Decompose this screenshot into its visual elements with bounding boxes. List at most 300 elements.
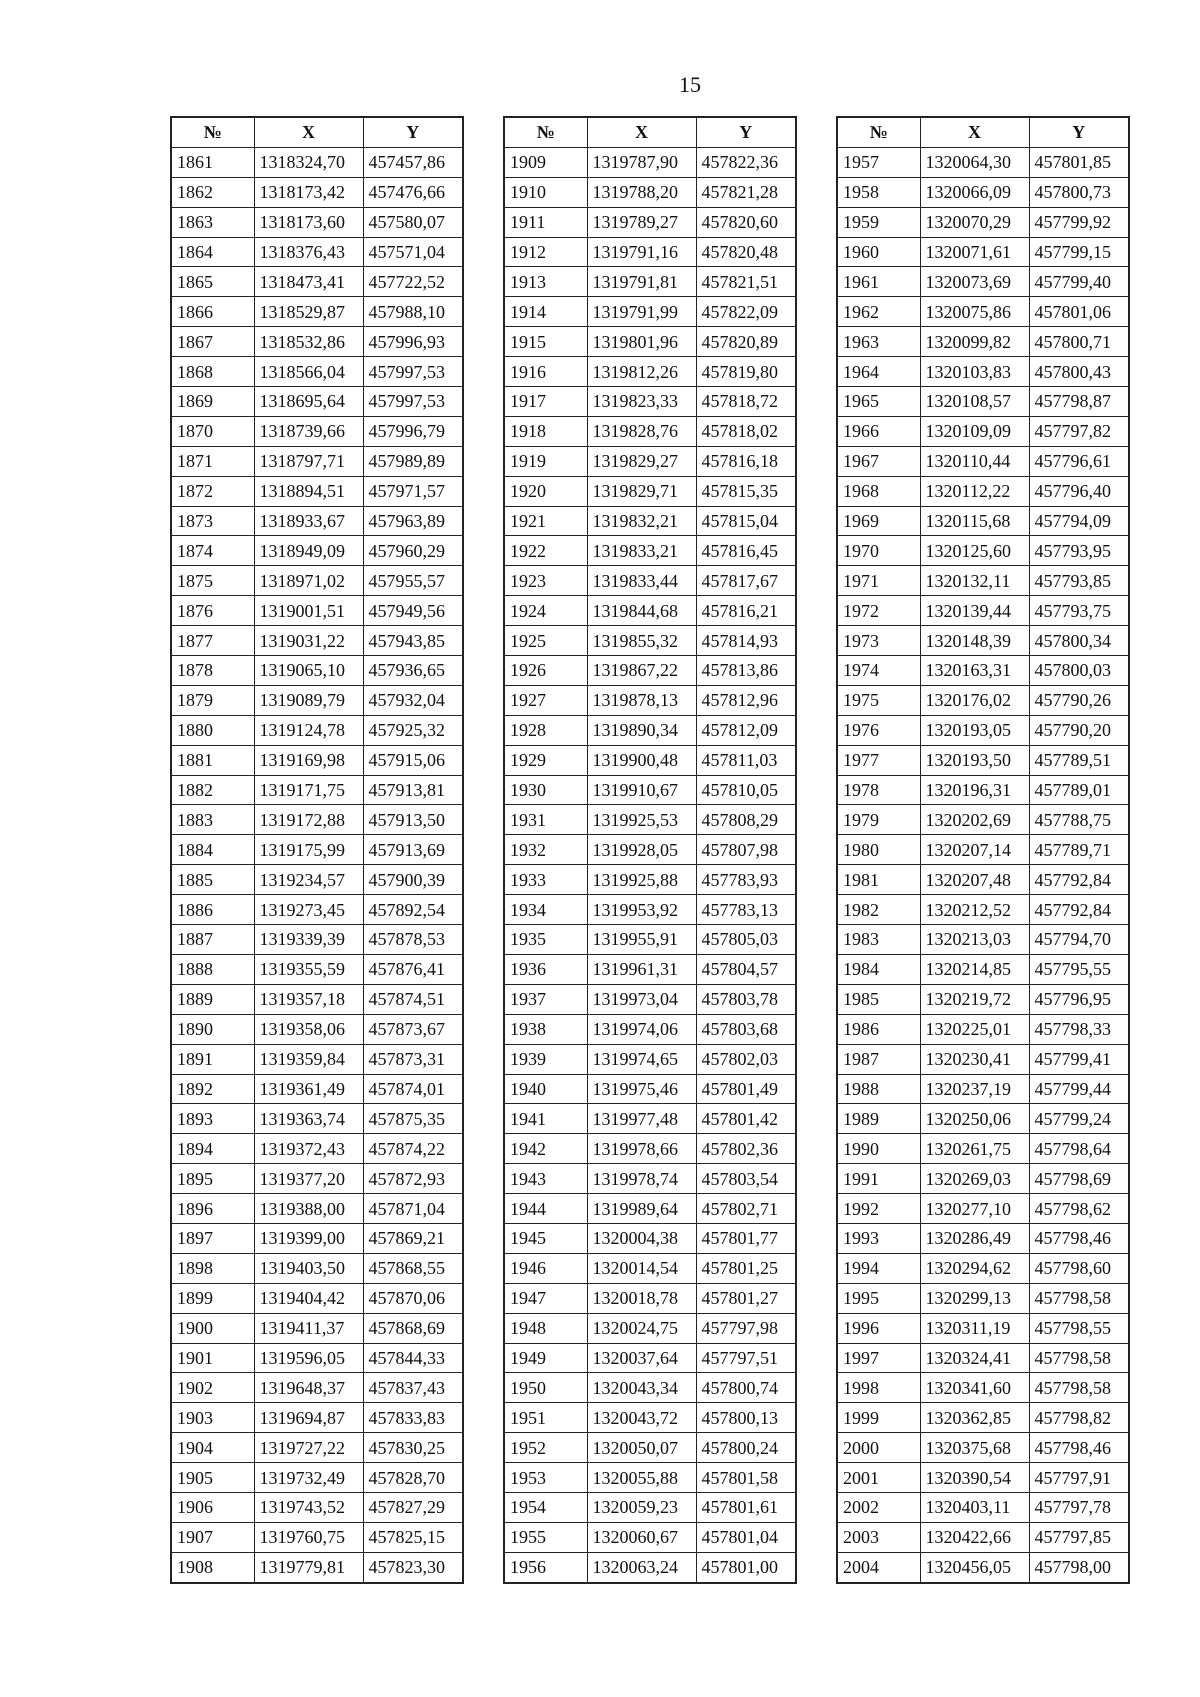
- point-number-cell: 1898: [171, 1253, 254, 1283]
- table-row: [171, 297, 463, 327]
- table-row: [837, 506, 1129, 536]
- point-number-cell: 1905: [171, 1463, 254, 1493]
- x-coordinate-cell: 1320018,78: [587, 1283, 696, 1313]
- y-coordinate-cell: 457873,31: [363, 1044, 463, 1074]
- x-coordinate-cell: 1320196,31: [920, 775, 1029, 805]
- x-coordinate-cell: 1319403,50: [254, 1253, 363, 1283]
- y-coordinate-cell: 457815,35: [696, 476, 796, 506]
- x-coordinate-cell: 1319361,49: [254, 1074, 363, 1104]
- table-row: [504, 147, 796, 177]
- point-number-cell: 1989: [837, 1104, 920, 1134]
- y-coordinate-cell: 457800,13: [696, 1403, 796, 1433]
- point-number-cell: 1907: [171, 1522, 254, 1552]
- y-coordinate-cell: 457799,40: [1029, 267, 1129, 297]
- x-coordinate-cell: 1318173,60: [254, 207, 363, 237]
- y-coordinate-cell: 457971,57: [363, 476, 463, 506]
- x-coordinate-cell: 1319357,18: [254, 984, 363, 1014]
- point-number-cell: 1950: [504, 1373, 587, 1403]
- point-number-cell: 1949: [504, 1343, 587, 1373]
- table-row: [171, 656, 463, 686]
- x-coordinate-cell: 1318529,87: [254, 297, 363, 327]
- x-coordinate-cell: 1319833,21: [587, 536, 696, 566]
- x-coordinate-cell: 1320390,54: [920, 1463, 1029, 1493]
- table-row: [171, 416, 463, 446]
- x-coordinate-cell: 1320163,31: [920, 656, 1029, 686]
- table-row: [171, 327, 463, 357]
- point-number-cell: 1938: [504, 1014, 587, 1044]
- table-row: [504, 1074, 796, 1104]
- x-coordinate-cell: 1319648,37: [254, 1373, 363, 1403]
- x-coordinate-cell: 1320403,11: [920, 1492, 1029, 1522]
- y-coordinate-cell: 457797,51: [696, 1343, 796, 1373]
- table-row: [504, 805, 796, 835]
- page-number: 15: [679, 72, 701, 97]
- x-coordinate-cell: 1320071,61: [920, 237, 1029, 267]
- table-row: [837, 1403, 1129, 1433]
- x-coordinate-cell: 1320139,44: [920, 596, 1029, 626]
- table-row: [504, 745, 796, 775]
- x-coordinate-cell: 1319169,98: [254, 745, 363, 775]
- point-number-cell: 1887: [171, 925, 254, 955]
- point-number-cell: 1947: [504, 1283, 587, 1313]
- x-coordinate-cell: 1319974,65: [587, 1044, 696, 1074]
- y-coordinate-cell: 457800,34: [1029, 626, 1129, 656]
- table-row: [171, 506, 463, 536]
- point-number-cell: 1967: [837, 446, 920, 476]
- point-number-cell: 1903: [171, 1403, 254, 1433]
- y-coordinate-cell: 457801,49: [696, 1074, 796, 1104]
- table-row: [171, 1522, 463, 1552]
- table-header-row: [171, 117, 463, 147]
- table-row: [504, 536, 796, 566]
- y-coordinate-cell: 457892,54: [363, 895, 463, 925]
- point-number-cell: 1902: [171, 1373, 254, 1403]
- x-coordinate-cell: 1320024,75: [587, 1313, 696, 1343]
- x-coordinate-cell: 1319791,99: [587, 297, 696, 327]
- x-coordinate-cell: 1319596,05: [254, 1343, 363, 1373]
- point-number-cell: 1917: [504, 387, 587, 417]
- point-number-cell: 1972: [837, 596, 920, 626]
- point-number-cell: 2003: [837, 1522, 920, 1552]
- y-coordinate-cell: 457820,60: [696, 207, 796, 237]
- x-coordinate-cell: 1320112,22: [920, 476, 1029, 506]
- x-coordinate-cell: 1320193,50: [920, 745, 1029, 775]
- x-coordinate-cell: 1318739,66: [254, 416, 363, 446]
- x-coordinate-cell: 1319404,42: [254, 1283, 363, 1313]
- y-coordinate-cell: 457936,65: [363, 656, 463, 686]
- x-coordinate-cell: 1320110,44: [920, 446, 1029, 476]
- point-number-cell: 1942: [504, 1134, 587, 1164]
- table-row: [837, 267, 1129, 297]
- x-coordinate-cell: 1320230,41: [920, 1044, 1029, 1074]
- point-number-cell: 1879: [171, 685, 254, 715]
- point-number-cell: 1919: [504, 446, 587, 476]
- point-number-cell: 1962: [837, 297, 920, 327]
- point-number-cell: 1881: [171, 745, 254, 775]
- x-coordinate-cell: 1320115,68: [920, 506, 1029, 536]
- y-coordinate-cell: 457900,39: [363, 865, 463, 895]
- x-coordinate-cell: 1320108,57: [920, 387, 1029, 417]
- table-row: [837, 416, 1129, 446]
- x-coordinate-cell: 1319867,22: [587, 656, 696, 686]
- x-coordinate-cell: 1319363,74: [254, 1104, 363, 1134]
- y-coordinate-cell: 457799,15: [1029, 237, 1129, 267]
- point-number-cell: 1886: [171, 895, 254, 925]
- table-row: [504, 327, 796, 357]
- table-row: [837, 1313, 1129, 1343]
- point-number-cell: 1939: [504, 1044, 587, 1074]
- y-coordinate-cell: 457797,78: [1029, 1492, 1129, 1522]
- table-row: [171, 596, 463, 626]
- y-coordinate-cell: 457797,98: [696, 1313, 796, 1343]
- x-coordinate-cell: 1319124,78: [254, 715, 363, 745]
- y-coordinate-cell: 457963,89: [363, 506, 463, 536]
- table-row: [504, 685, 796, 715]
- y-coordinate-cell: 457798,00: [1029, 1552, 1129, 1582]
- y-coordinate-cell: 457820,89: [696, 327, 796, 357]
- x-coordinate-cell: 1319065,10: [254, 656, 363, 686]
- point-number-cell: 1951: [504, 1403, 587, 1433]
- table-row: [837, 925, 1129, 955]
- y-coordinate-cell: 457825,15: [363, 1522, 463, 1552]
- x-coordinate-cell: 1319273,45: [254, 895, 363, 925]
- y-coordinate-cell: 457798,62: [1029, 1194, 1129, 1224]
- y-coordinate-cell: 457800,43: [1029, 357, 1129, 387]
- y-coordinate-cell: 457869,21: [363, 1223, 463, 1253]
- table-row: [504, 1343, 796, 1373]
- y-coordinate-cell: 457815,04: [696, 506, 796, 536]
- y-coordinate-cell: 457801,06: [1029, 297, 1129, 327]
- point-number-cell: 1864: [171, 237, 254, 267]
- coordinates-table-3: [836, 116, 1130, 1584]
- y-coordinate-cell: 457828,70: [363, 1463, 463, 1493]
- table-row: [171, 626, 463, 656]
- table-row: [504, 1253, 796, 1283]
- table-row: [837, 1492, 1129, 1522]
- y-coordinate-cell: 457798,64: [1029, 1134, 1129, 1164]
- table-row: [837, 1522, 1129, 1552]
- point-number-cell: 1889: [171, 984, 254, 1014]
- y-coordinate-cell: 457818,02: [696, 416, 796, 446]
- table-row: [504, 1373, 796, 1403]
- y-coordinate-cell: 457792,84: [1029, 865, 1129, 895]
- table-row: [504, 865, 796, 895]
- point-number-cell: 1945: [504, 1223, 587, 1253]
- point-number-cell: 1929: [504, 745, 587, 775]
- point-number-cell: 1934: [504, 895, 587, 925]
- x-coordinate-cell: 1319377,20: [254, 1164, 363, 1194]
- x-coordinate-cell: 1318933,67: [254, 506, 363, 536]
- point-number-cell: 1957: [837, 147, 920, 177]
- table-row: [171, 1164, 463, 1194]
- point-number-cell: 1912: [504, 237, 587, 267]
- x-coordinate-cell: 1320286,49: [920, 1223, 1029, 1253]
- table-row: [171, 1373, 463, 1403]
- x-coordinate-cell: 1320422,66: [920, 1522, 1029, 1552]
- x-coordinate-cell: 1319900,48: [587, 745, 696, 775]
- y-coordinate-cell: 457802,71: [696, 1194, 796, 1224]
- y-coordinate-cell: 457833,83: [363, 1403, 463, 1433]
- x-coordinate-cell: 1320073,69: [920, 267, 1029, 297]
- point-number-cell: 1946: [504, 1253, 587, 1283]
- point-number-cell: 1982: [837, 895, 920, 925]
- table-row: [171, 1552, 463, 1582]
- table-row: [504, 207, 796, 237]
- x-coordinate-cell: 1319789,27: [587, 207, 696, 237]
- point-number-cell: 1891: [171, 1044, 254, 1074]
- x-coordinate-cell: 1319779,81: [254, 1552, 363, 1582]
- y-coordinate-cell: 457913,81: [363, 775, 463, 805]
- table-row: [171, 775, 463, 805]
- y-coordinate-cell: 457827,29: [363, 1492, 463, 1522]
- y-coordinate-cell: 457799,92: [1029, 207, 1129, 237]
- y-coordinate-cell: 457801,00: [696, 1552, 796, 1582]
- y-coordinate-cell: 457801,85: [1029, 147, 1129, 177]
- y-coordinate-cell: 457801,77: [696, 1223, 796, 1253]
- x-coordinate-cell: 1319801,96: [587, 327, 696, 357]
- y-coordinate-cell: 457722,52: [363, 267, 463, 297]
- x-coordinate-cell: 1319791,81: [587, 267, 696, 297]
- y-coordinate-cell: 457783,93: [696, 865, 796, 895]
- table-row: [504, 1522, 796, 1552]
- y-coordinate-cell: 457789,51: [1029, 745, 1129, 775]
- y-coordinate-cell: 457913,69: [363, 835, 463, 865]
- y-coordinate-cell: 457802,36: [696, 1134, 796, 1164]
- point-number-cell: 1906: [171, 1492, 254, 1522]
- point-number-cell: 1921: [504, 506, 587, 536]
- y-coordinate-cell: 457800,24: [696, 1433, 796, 1463]
- x-coordinate-cell: 1320037,64: [587, 1343, 696, 1373]
- x-coordinate-cell: 1320050,07: [587, 1433, 696, 1463]
- x-coordinate-cell: 1319175,99: [254, 835, 363, 865]
- table-row: [837, 1014, 1129, 1044]
- header-y: Y: [363, 117, 463, 147]
- y-coordinate-cell: 457798,46: [1029, 1223, 1129, 1253]
- y-coordinate-cell: 457817,67: [696, 566, 796, 596]
- table-row: [171, 177, 463, 207]
- x-coordinate-cell: 1319829,27: [587, 446, 696, 476]
- y-coordinate-cell: 457988,10: [363, 297, 463, 327]
- point-number-cell: 1991: [837, 1164, 920, 1194]
- x-coordinate-cell: 1319787,90: [587, 147, 696, 177]
- y-coordinate-cell: 457796,95: [1029, 984, 1129, 1014]
- y-coordinate-cell: 457932,04: [363, 685, 463, 715]
- table-row: [171, 685, 463, 715]
- y-coordinate-cell: 457796,40: [1029, 476, 1129, 506]
- y-coordinate-cell: 457788,75: [1029, 805, 1129, 835]
- x-coordinate-cell: 1320311,19: [920, 1313, 1029, 1343]
- table-row: [504, 506, 796, 536]
- x-coordinate-cell: 1320103,83: [920, 357, 1029, 387]
- y-coordinate-cell: 457803,78: [696, 984, 796, 1014]
- x-coordinate-cell: 1320250,06: [920, 1104, 1029, 1134]
- y-coordinate-cell: 457960,29: [363, 536, 463, 566]
- y-coordinate-cell: 457798,58: [1029, 1373, 1129, 1403]
- y-coordinate-cell: 457818,72: [696, 387, 796, 417]
- point-number-cell: 1909: [504, 147, 587, 177]
- table-row: [837, 1433, 1129, 1463]
- y-coordinate-cell: 457797,82: [1029, 416, 1129, 446]
- point-number-cell: 1900: [171, 1313, 254, 1343]
- y-coordinate-cell: 457799,44: [1029, 1074, 1129, 1104]
- y-coordinate-cell: 457793,85: [1029, 566, 1129, 596]
- y-coordinate-cell: 457997,53: [363, 357, 463, 387]
- table-row: [837, 954, 1129, 984]
- point-number-cell: 1964: [837, 357, 920, 387]
- table-row: [837, 865, 1129, 895]
- table-row: [504, 1194, 796, 1224]
- point-number-cell: 1999: [837, 1403, 920, 1433]
- x-coordinate-cell: 1320176,02: [920, 685, 1029, 715]
- table-row: [171, 1134, 463, 1164]
- x-coordinate-cell: 1320075,86: [920, 297, 1029, 327]
- y-coordinate-cell: 457837,43: [363, 1373, 463, 1403]
- x-coordinate-cell: 1319760,75: [254, 1522, 363, 1552]
- table-row: [504, 1044, 796, 1074]
- x-coordinate-cell: 1319833,44: [587, 566, 696, 596]
- point-number-cell: 1983: [837, 925, 920, 955]
- table-row: [504, 775, 796, 805]
- table-row: [171, 925, 463, 955]
- point-number-cell: 1986: [837, 1014, 920, 1044]
- point-number-cell: 1916: [504, 357, 587, 387]
- point-number-cell: 1975: [837, 685, 920, 715]
- coordinates-table-1: [170, 116, 464, 1584]
- y-coordinate-cell: 457925,32: [363, 715, 463, 745]
- point-number-cell: 1987: [837, 1044, 920, 1074]
- table-row: [171, 1343, 463, 1373]
- point-number-cell: 1937: [504, 984, 587, 1014]
- table-row: [504, 835, 796, 865]
- x-coordinate-cell: 1320132,11: [920, 566, 1029, 596]
- point-number-cell: 1894: [171, 1134, 254, 1164]
- y-coordinate-cell: 457799,24: [1029, 1104, 1129, 1134]
- y-coordinate-cell: 457789,01: [1029, 775, 1129, 805]
- y-coordinate-cell: 457795,55: [1029, 954, 1129, 984]
- table-row: [837, 715, 1129, 745]
- x-coordinate-cell: 1319089,79: [254, 685, 363, 715]
- table-row: [171, 566, 463, 596]
- x-coordinate-cell: 1319989,64: [587, 1194, 696, 1224]
- point-number-cell: 1924: [504, 596, 587, 626]
- point-number-cell: 2001: [837, 1463, 920, 1493]
- header-y: Y: [696, 117, 796, 147]
- table-row: [504, 1552, 796, 1582]
- y-coordinate-cell: 457822,09: [696, 297, 796, 327]
- point-number-cell: 1861: [171, 147, 254, 177]
- table-row: [504, 1164, 796, 1194]
- x-coordinate-cell: 1320066,09: [920, 177, 1029, 207]
- x-coordinate-cell: 1320225,01: [920, 1014, 1029, 1044]
- point-number-cell: 1963: [837, 327, 920, 357]
- table-row: [837, 626, 1129, 656]
- x-coordinate-cell: 1319974,06: [587, 1014, 696, 1044]
- table-row: [504, 387, 796, 417]
- point-number-cell: 1926: [504, 656, 587, 686]
- table-row: [837, 775, 1129, 805]
- y-coordinate-cell: 457874,22: [363, 1134, 463, 1164]
- x-coordinate-cell: 1319791,16: [587, 237, 696, 267]
- point-number-cell: 1882: [171, 775, 254, 805]
- y-coordinate-cell: 457797,85: [1029, 1522, 1129, 1552]
- x-coordinate-cell: 1319978,74: [587, 1164, 696, 1194]
- table-row: [837, 1373, 1129, 1403]
- point-number-cell: 1890: [171, 1014, 254, 1044]
- x-coordinate-cell: 1320148,39: [920, 626, 1029, 656]
- point-number-cell: 1969: [837, 506, 920, 536]
- x-coordinate-cell: 1320014,54: [587, 1253, 696, 1283]
- y-coordinate-cell: 457989,89: [363, 446, 463, 476]
- table-row: [837, 805, 1129, 835]
- point-number-cell: 1910: [504, 177, 587, 207]
- y-coordinate-cell: 457868,69: [363, 1313, 463, 1343]
- table-row: [171, 387, 463, 417]
- x-coordinate-cell: 1320099,82: [920, 327, 1029, 357]
- point-number-cell: 2004: [837, 1552, 920, 1582]
- y-coordinate-cell: 457816,45: [696, 536, 796, 566]
- x-coordinate-cell: 1320125,60: [920, 536, 1029, 566]
- y-coordinate-cell: 457807,98: [696, 835, 796, 865]
- x-coordinate-cell: 1319171,75: [254, 775, 363, 805]
- table-row: [504, 267, 796, 297]
- table-row: [837, 207, 1129, 237]
- table-row: [837, 745, 1129, 775]
- table-row: [504, 954, 796, 984]
- y-coordinate-cell: 457798,60: [1029, 1253, 1129, 1283]
- x-coordinate-cell: 1319234,57: [254, 865, 363, 895]
- point-number-cell: 1977: [837, 745, 920, 775]
- table-row: [504, 177, 796, 207]
- y-coordinate-cell: 457792,84: [1029, 895, 1129, 925]
- x-coordinate-cell: 1319788,20: [587, 177, 696, 207]
- table-row: [837, 1104, 1129, 1134]
- table-row: [837, 566, 1129, 596]
- x-coordinate-cell: 1319878,13: [587, 685, 696, 715]
- table-row: [504, 476, 796, 506]
- table-row: [504, 1463, 796, 1493]
- table-row: [504, 626, 796, 656]
- point-number-cell: 1993: [837, 1223, 920, 1253]
- y-coordinate-cell: 457801,58: [696, 1463, 796, 1493]
- point-number-cell: 1960: [837, 237, 920, 267]
- point-number-cell: 1990: [837, 1134, 920, 1164]
- x-coordinate-cell: 1318566,04: [254, 357, 363, 387]
- table-row: [837, 1044, 1129, 1074]
- x-coordinate-cell: 1319812,26: [587, 357, 696, 387]
- point-number-cell: 1877: [171, 626, 254, 656]
- point-number-cell: 1944: [504, 1194, 587, 1224]
- point-number-cell: 1862: [171, 177, 254, 207]
- point-number-cell: 1913: [504, 267, 587, 297]
- table-row: [504, 1403, 796, 1433]
- y-coordinate-cell: 457800,71: [1029, 327, 1129, 357]
- table-row: [504, 1134, 796, 1164]
- table-row: [171, 357, 463, 387]
- y-coordinate-cell: 457821,28: [696, 177, 796, 207]
- y-coordinate-cell: 457870,06: [363, 1283, 463, 1313]
- y-coordinate-cell: 457798,69: [1029, 1164, 1129, 1194]
- y-coordinate-cell: 457457,86: [363, 147, 463, 177]
- table-row: [171, 1492, 463, 1522]
- point-number-cell: 1884: [171, 835, 254, 865]
- x-coordinate-cell: 1320070,29: [920, 207, 1029, 237]
- table-row: [837, 1223, 1129, 1253]
- x-coordinate-cell: 1319829,71: [587, 476, 696, 506]
- point-number-cell: 1878: [171, 656, 254, 686]
- x-coordinate-cell: 1318695,64: [254, 387, 363, 417]
- point-number-cell: 1976: [837, 715, 920, 745]
- header-number: №: [171, 117, 254, 147]
